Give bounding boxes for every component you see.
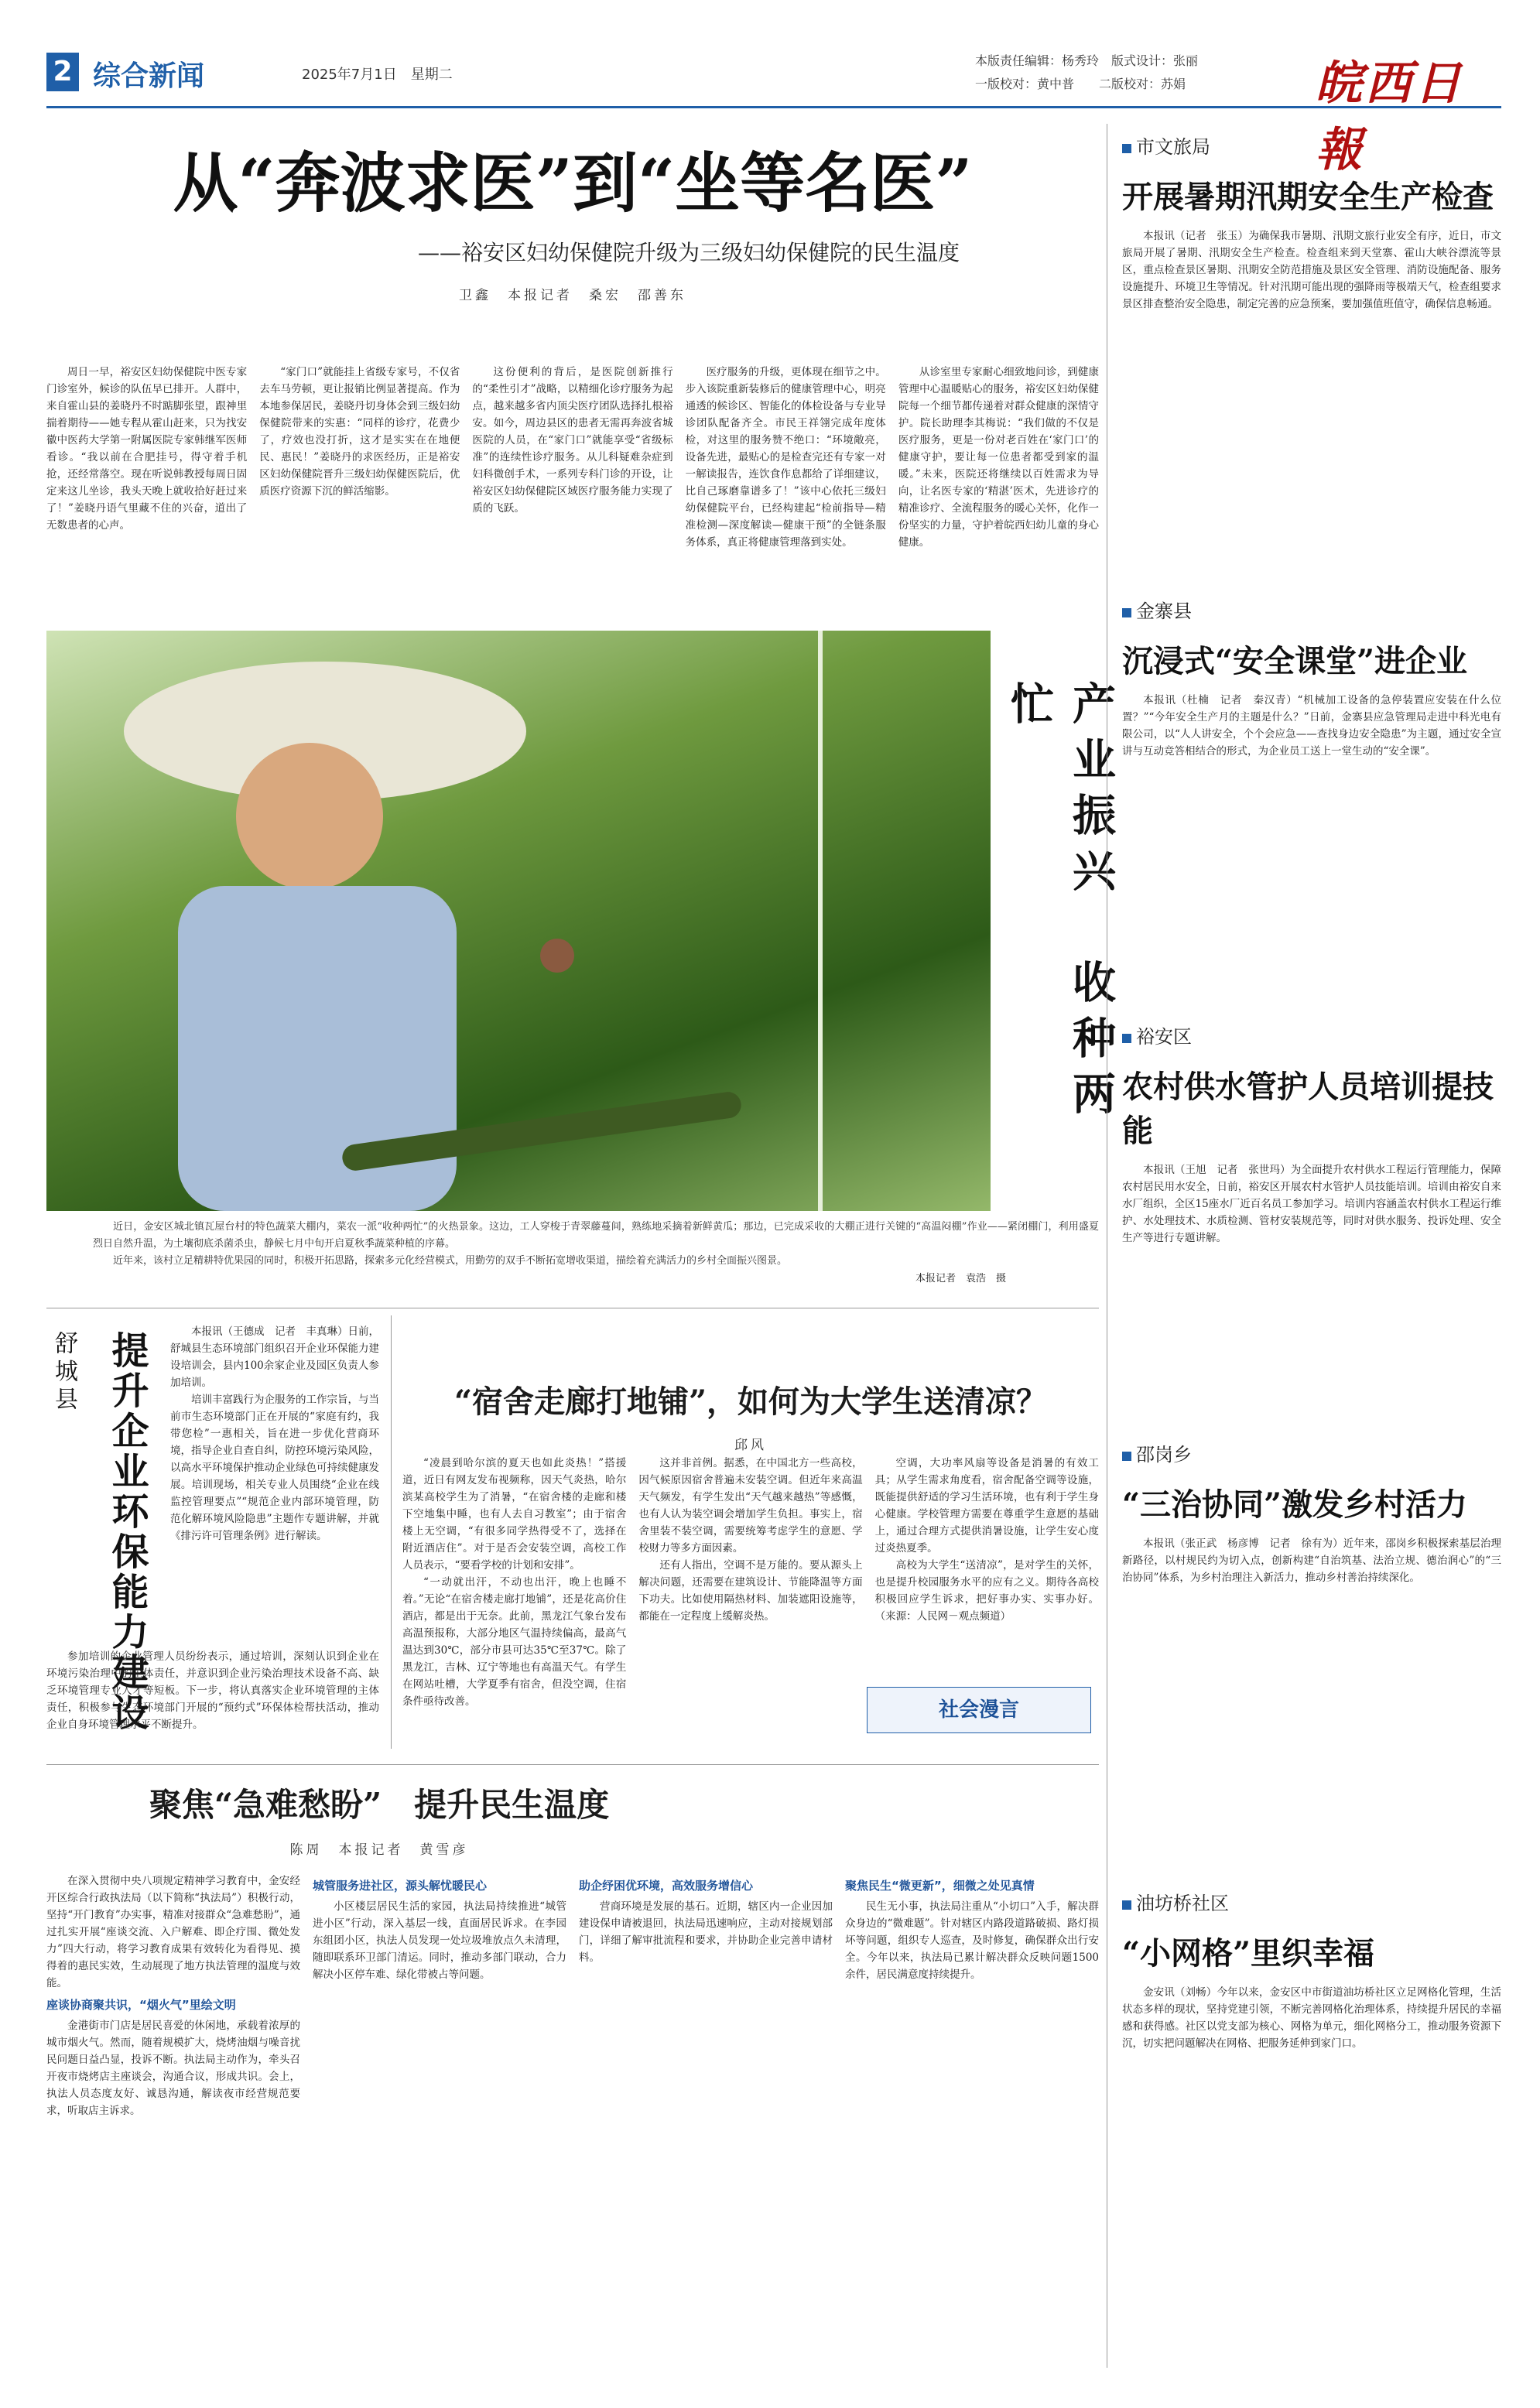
shucheng-county: 舒城县: [50, 1331, 77, 1414]
lead-subtitle: ——裕安区妇幼保健院升级为三级妇幼保健院的民生温度: [417, 240, 960, 265]
focus-body: [46, 1873, 1099, 2368]
side-news-3: [1122, 1021, 1501, 1247]
page-number: 2: [46, 53, 79, 91]
editor-credits: 本版责任编辑：杨秀玲 版式设计：张丽 一版校对：黄中普 二版校对：苏娟: [975, 53, 1199, 91]
lead-paragraph: “家门口”就能挂上省级专家号，不仅省去车马劳顿，更让报销比例显著提高。作为本地参保居民，姜晓丹切身体会到三级妇幼保健院带来的实惠：“同样的诊疗，花费少了，疗效也没打折，这才是实实在在地便民、惠民！”姜晓丹的求医经历，正是裕安区妇幼保健院晋升三级妇幼保健医院后，优质医疗资源下沉的鲜活缩影。: [259, 366, 460, 498]
photo-caption: [93, 1219, 1099, 1284]
focus-head: [46, 1780, 712, 1858]
focus-paragraph: 小区楼层居民生活的家园，执法局持续推进“城管进小区”行动，深入基层一线，直面居民诉求。在李园东组团小区，执法人员发现一处垃圾堆放点久未清理，随即联系环卫部门清运。同时，推动多部门联动，合力解决小区停车难、绿化带被占等问题。: [313, 1900, 566, 1981]
column-paragraph: 还有人指出，空调不是万能的。要从源头上解决问题，还需要在建筑设计、节能降温等方面下功夫。比如使用隔热材料、加装遮阳设施等，都能在一定程度上缓解炎热。: [638, 1559, 863, 1623]
shucheng-paragraph: 参加培训的企业管理人员纷纷表示，通过培训，深刻认识到企业在环境污染治理中的主体责任，并意识到企业污染治理技术设备不高、缺乏环境管理专业人才等短板。下一步，将认真落实企业环境管理的主体责任，积极参与生态环境部门开展的“预约式”环保体检帮扶活动，推动企业自身环境管理水平不断提升。: [46, 1650, 379, 1731]
side-news-2: [1122, 596, 1501, 760]
photo-banner-text: 产业振兴 收种两忙: [1004, 681, 1117, 1127]
side-unit: 金寨县: [1122, 596, 1501, 623]
focus-byline: 陈周 本报记者 黄雪彦: [289, 1842, 469, 1858]
lead-body: [46, 364, 1099, 627]
side-title: “小网格”里织幸福: [1122, 1935, 1375, 1972]
column-paragraph: “一动就出汗，不动也出汗，晚上也睡不着。”无论“在宿舍楼走廊打地铺”，还是花高价住酒店，都是出于无奈。此前，黑龙江气象台发布高温预报称，大部分地区气温持续偏高，最高气温达到30℃，部分市县可达35℃至37℃。除了黑龙江，吉林、辽宁等地也有高温天气。有学生在网站吐槽，大学夏季有宿舍，但没空调，住宿条件亟待改善。: [402, 1576, 627, 1708]
shucheng-body-cont: [46, 1648, 379, 1764]
shucheng-paragraph: 本报讯（王德成 记者 丰真琳）日前，舒城县生态环境部门组织召开企业环保能力建设培训会，县内100余家企业及园区负责人参加培训。: [170, 1325, 379, 1389]
caption-text-2: 近年来，该村立足精耕特优果园的同时，积极开拓思路，探索多元化经营模式，用勤劳的双手不断拓宽增收渠道，描绘着充满活力的乡村全面振兴图景。: [113, 1255, 788, 1267]
side-news-4: [1122, 1439, 1501, 1586]
caption-text: 近日，金安区城北镇瓦屋台村的特色蔬菜大棚内，菜农一派“收种两忙”的火热景象。这边，工人穿梭于青翠藤蔓间，熟练地采摘着新鲜黄瓜；那边，已完成采收的大棚正进行关键的“高温闷棚”作业——紧闭棚门，利用盛夏烈日自然升温，为土壤彻底杀菌杀虫，静候七月中旬开启夏秋季蔬菜种植的序幕。: [93, 1221, 1099, 1250]
side-news-1: [1122, 132, 1501, 313]
column-head: [402, 1377, 1099, 1453]
lead-title: 从“奔波求医”到“坐等名医”: [173, 145, 973, 221]
lead-paragraph: 周日一早，裕安区妇幼保健院中医专家门诊室外，候诊的队伍早已排开。人群中，来自霍山县的姜晓丹不时踮脚张望，跟神里揣着期待——她专程从霍山赶来，只为找安徽中医药大学第一附属医院专家韩继军医师看诊。“我以前在合肥挂号，得守着手机抢，还经常落空。现在听说韩教授每周日固定来这儿坐诊，我头天晚上就收拾好赶过来了！”姜晓丹语气里藏不住的兴奋，道出了无数患者的心声。: [46, 366, 248, 532]
lead-article-head: [46, 132, 1099, 303]
newspaper-logo: 皖西日報: [1316, 56, 1464, 177]
side-text: 本报讯（王旭 记者 张世玛）为全面提升农村供水工程运行管理能力，保障农村居民用水安全，日前，裕安区开展农村水管护人员技能培训。培训由裕安自来水厂组织，全区15座水厂近百名员工参加学习。培训内容涵盖农村供水工程运行维护、水处理技术、水质检测、管材安装规范等，同时对供水服务、投诉处理、安全生产等进行专题讲解。: [1122, 1164, 1501, 1244]
comic-column-label: 社会漫言: [867, 1687, 1091, 1733]
shucheng-paragraph: 培训丰富践行为企服务的工作宗旨，与当前市生态环境部门正在开展的“家庭有约，我带您检”一惠相关，旨在进一步优化营商环境，指导企业自查自纠，防控环境污染风险，以高水平环境保护推动企业绿色可持续健康发展。培训现场，相关专业人员围绕“企业在线监控管理要点”“规范企业内部环境管理，防范化解环境风险隐患”主题作专题讲解，并就《排污许可管理条例》进行解读。: [170, 1394, 379, 1542]
lead-byline: 卫鑫 本报记者 桑宏 邵善东: [459, 288, 686, 303]
photo-illustration: [46, 631, 991, 1211]
side-text: 本报讯（张正武 杨彦博 记者 徐有为）近年来，邵岗乡积极探索基层治理新路径，以村规民约为切入点，创新构建“自治筑基、法治立规、德治润心”的“三治协同”体系，为乡村治理注入新活力，推动乡村善治持续深化。: [1122, 1537, 1501, 1584]
side-unit: 油坊桥社区: [1122, 1888, 1501, 1915]
focus-section-head: 助企纾困优环境，高效服务增信心: [579, 1879, 754, 1893]
column-paragraph: “凌晨到哈尔滨的夏天也如此炎热！”搭援道，近日有网友发布视频称，因天气炎热，哈尔滨某高校学生为了消暑，“在宿舍楼的走廊和楼下空地集中睡，也有人去自习教室”；由于宿舍楼上无空调，“有很多同学热得受不了，选择在附近酒店住”。对于是否会安装空调，高校工作人员表示，“要看学校的计划和安排”。: [402, 1457, 627, 1572]
column-paragraph: 高校为大学生“送清凉”，是对学生的关怀，也是提升校园服务水平的应有之义。期待各高校积极回应学生诉求，把好事办实、实事办好。（来源：人民网－观点频道）: [874, 1559, 1099, 1623]
lead-paragraph: 医疗服务的升级，更体现在细节之中。步入该院重新装修后的健康管理中心，明亮通透的候诊区、智能化的体检设备与专业导诊团队配备齐全。市民王祥翎完成年度体检，对这里的服务赞不绝口：“环境敞亮，设备先进，最贴心的是检查完还有专家一对一解读报告，连饮食作息都给了详细建议，比自己琢磨靠谱多了！”该中心依托三级妇幼保健院平台，已经构建起“检前指导—精准检测—深度解读—健康干预”的全链条服务体系，真正将健康管理落到实处。: [685, 366, 886, 549]
focus-section-head: 聚焦民生“微更新”，细微之处见真情: [845, 1879, 1035, 1893]
focus-paragraph: 民生无小事，执法局注重从“小切口”入手，解决群众身边的“微难题”。针对辖区内路段道路破损、路灯损坏等问题，组织专人巡查，及时修复，确保群众出行安全。今年以来，执法局已累计解决群众反映问题1500余件，居民满意度持续提升。: [845, 1900, 1099, 1981]
column-paragraph: 这并非首例。据悉，在中国北方一些高校，因气候原因宿舍普遍未安装空调。但近年来高温天气频发，有学生发出“天气越来越热”等感慨，也有人认为装空调会增加学生负担。事实上，宿舍里装不装空调，需要统筹考虑学生的意愿、学校财力等多方面因素。: [638, 1457, 863, 1555]
side-text: 本报讯（杜楠 记者 秦汉青）“机械加工设备的急停装置应安装在什么位置？”“今年安全生产月的主题是什么？”日前，金寨县应急管理局走进中科光电有限公司，以“人人讲安全，个个会应急——查找身边安全隐患”为主题，通过安全宣讲与互动竞答相结合的形式，为企业员工送上一堂生动的“安全课”。: [1122, 694, 1501, 758]
page-date: 2025年7月1日 星期二: [302, 67, 453, 83]
column-title: “宿舍走廊打地铺”，如何为大学生送清凉？: [453, 1384, 1047, 1420]
side-title: 沉浸式“安全课堂”进企业: [1122, 643, 1468, 679]
side-title: “三治协同”激发乡村活力: [1122, 1486, 1468, 1523]
focus-title: 聚焦“急难愁盼” 提升民生温度: [149, 1786, 610, 1824]
focus-paragraph: 金港街市门店是居民喜爱的休闲地，承载着浓厚的城市烟火气。然而，随着规模扩大，烧烤油烟与噪音扰民问题日益凸显，投诉不断。执法局主动作为，牵头召开夜市烧烤店主座谈会，沟通合议，形成共识。会上，执法人员态度友好、诚恳沟通，解读夜市经营规范要求，听取店主诉求。: [46, 2020, 300, 2117]
shucheng-title: 提升企业环保能力建设: [105, 1331, 149, 1733]
side-title: 开展暑期汛期安全生产检查: [1122, 179, 1494, 215]
focus-paragraph: 营商环境是发展的基石。近期，辖区内一企业因加建设保申请被退回，执法局迅速响应，主动对接规划部门，详细了解审批流程和要求，并协助企业完善申请材料。: [579, 1900, 833, 1964]
column-author: 邱风: [734, 1438, 767, 1453]
worker-shape: [540, 939, 574, 973]
divider: [46, 1764, 1099, 1765]
divider: [391, 1315, 392, 1749]
lead-paragraph: 这份便利的背后，是医院创新推行的“柔性引才”战略，以精细化诊疗服务为起点，越来越多省内顶尖医疗团队选择扎根裕安。如今，周边县区的患者无需再奔波省城医院的人员，在“家门口”就能享受“省级标准”的连续性诊疗服务。从儿科疑难杂症到妇科微创手术，一系列专科门诊的开设，让裕安区妇幼保健院区域医疗服务能力实现了质的飞跃。: [472, 366, 673, 515]
focus-paragraph: 在深入贯彻中央八项规定精神学习教育中，金安经开区综合行政执法局（以下简称“执法局”）积极行动，坚持“开门教育”办实事，精准对接群众“急难愁盼”，通过扎实开展“座谈交流、入户解难、即企疗围、微处发力”四大行动，将学习教育成果有效转化为看得见、摸得着的惠民实效，生动展现了地方执法管理的温度与效能。: [46, 1875, 300, 1989]
side-unit: 市文旅局: [1122, 132, 1501, 159]
side-unit: 邵岗乡: [1122, 1439, 1501, 1466]
side-text: 金安讯（刘畅）今年以来，金安区中市街道油坊桥社区立足网格化管理，生活状态多样的现状，坚持党建引领，不断完善网格化治理体系，持续提升居民的幸福感和获得感。社区以党支部为核心、网格为单元，细化网格分工，推动服务资源下沉，切实把问题解决在网格、把服务延伸到家门口。: [1122, 1986, 1501, 2050]
shucheng-body: [170, 1323, 379, 1648]
lead-paragraph: 从诊室里专家耐心细致地问诊，到健康管理中心温暖贴心的服务，裕安区妇幼保健院每一个细节都传递着对群众健康的深情守护。院长助理李其梅说：“我们做的不仅是医疗服务，更是一份对老百姓在‘家门口’的健康守护，要让每一位患者都受到家的温暖。”未来，医院还将继续以百姓需求为导向，让名医专家的‘精湛’医术，先进诊疗的精准诊疗、全流程服务的暖心关怀，化作一份坚实的力量，守护着皖西妇幼儿童的身心健康。: [898, 366, 1099, 549]
photo-credit: 本报记者 袁浩 摄: [915, 1273, 1006, 1284]
focus-section-head: 座谈协商聚共识，“烟火气”里绘文明: [46, 1998, 236, 2012]
photo-banner: [998, 681, 1117, 1145]
focus-section-head: 城管服务进社区，源头解忧暖民心: [313, 1879, 488, 1893]
side-title: 农村供水管护人员培训提技能: [1122, 1069, 1494, 1149]
page-section-name: 综合新闻: [93, 60, 205, 92]
side-unit: 裕安区: [1122, 1021, 1501, 1048]
face-shape: [236, 743, 383, 890]
column-paragraph: 空调，大功率风扇等设备是消暑的有效工具；从学生需求角度看，宿舍配备空调等设施，既能提供舒适的学习生活环境，也有利于学生身心健康。学校管理方需要在尊重学生意愿的基础上，通过合理方式提供消暑设施，让学生安心度过炎热夏季。: [874, 1457, 1099, 1555]
side-text: 本报讯（记者 张玉）为确保我市暑期、汛期文旅行业安全有序，近日，市文旅局开展了暑期、汛期安全生产检查。检查组来到天堂寨、霍山大峡谷漂流等景区，重点检查景区暑期、汛期安全防范措施及景区安全管理、消防设施配备、服务设施提升、环境卫生等情况。针对汛期可能出现的强降雨等极端天气，检查组要求景区排查整治安全隐患，制定完善的应急预案，要加强值班值守，确保信息畅通。: [1122, 230, 1501, 310]
side-news-5: [1122, 1888, 1501, 2052]
farm-photo: [46, 631, 991, 1211]
